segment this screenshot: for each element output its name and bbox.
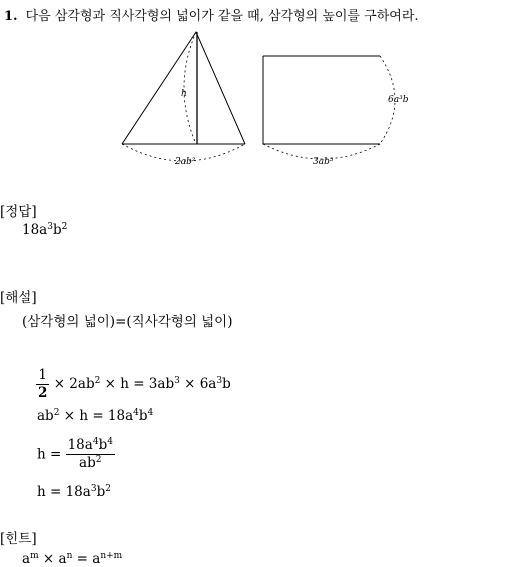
hint-header: [힌트] <box>0 531 37 547</box>
question-text: 다음 삼각형과 직사각형의 넓이가 같을 때, 삼각형의 높이를 구하여라. <box>25 9 419 24</box>
question-number: 1. <box>4 9 18 24</box>
solution-equation-4: $h = 18a^3b^2$ <box>37 484 111 500</box>
solution-header: [해설] <box>0 290 37 306</box>
answer-value: $18a^3b^2$ <box>22 222 68 238</box>
rectangle <box>263 56 395 159</box>
fraction-half: $\frac{1}{2}$ <box>38 367 48 401</box>
triangle-height-label: h <box>181 89 187 99</box>
solution-statement: (삼각형의 넓이)=(직사각형의 넓이) <box>22 314 233 330</box>
solution-equation-1: $\frac{1}{2}$ × $2ab^2 \times h = 3ab^3 \times 6a^3b$ <box>38 367 231 401</box>
rectangle-base-label: 3ab³ <box>313 157 334 167</box>
hint-formula: $a^m \times a^n = a^{n+m}$ <box>22 551 123 567</box>
solution-equation-3: h = $\frac{18a^4b^4}{ab^2}$ <box>37 437 113 471</box>
answer-header: [정답] <box>0 204 37 220</box>
rectangle-side-label: 6a³b <box>388 95 409 105</box>
fraction-h: $\frac{18a^4b^4}{ab^2}$ <box>67 437 113 471</box>
triangle-base-label: 2ab² <box>175 157 196 167</box>
solution-equation-2: $ab^2 \times h = 18a^4b^4$ <box>37 408 154 424</box>
figure <box>0 0 507 175</box>
